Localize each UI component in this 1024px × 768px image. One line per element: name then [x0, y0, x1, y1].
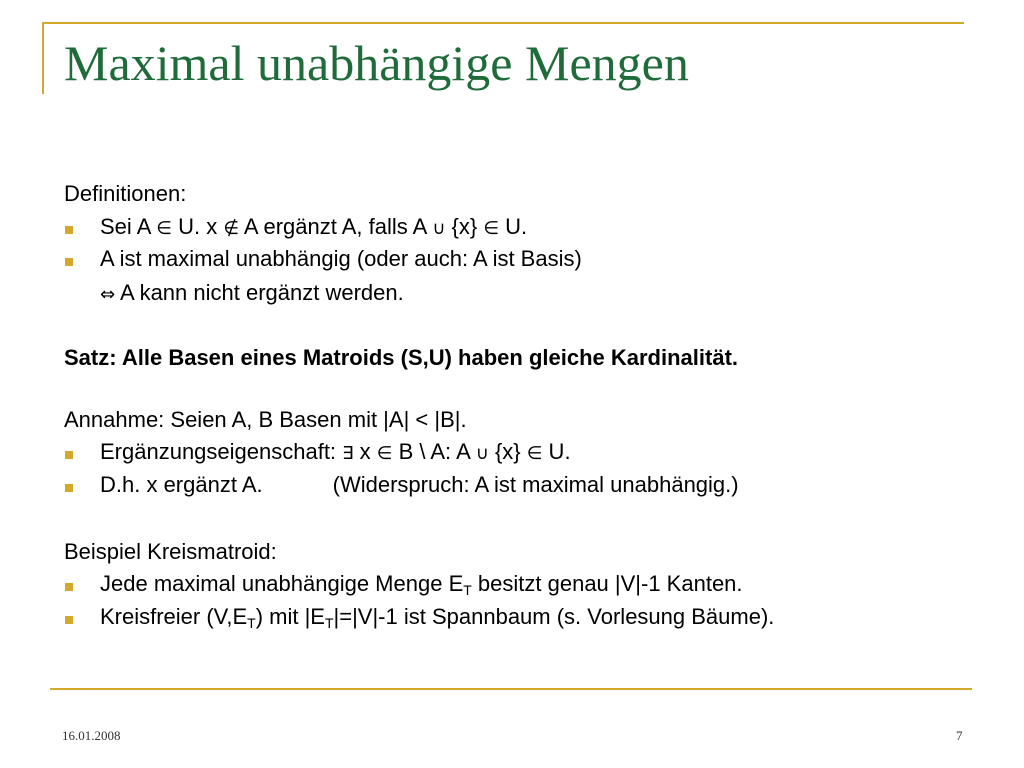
text-part: {x}: [488, 439, 527, 464]
title-frame-top-line: [42, 22, 964, 24]
text-part: U.: [542, 439, 571, 464]
theorem-statement: Satz: Alle Basen eines Matroids (S,U) haben gleiche Kardinalität.: [64, 345, 739, 370]
example-heading: Beispiel Kreismatroid:: [64, 539, 277, 564]
text-part: U.: [499, 214, 528, 239]
definition-maximal-continuation: [100, 279, 404, 309]
subscript: T: [324, 615, 334, 631]
text-part: |=|V|-1 ist Spannbaum (s. Vorlesung Bäume).: [333, 604, 775, 629]
text-part: U. x: [171, 214, 224, 239]
definition-maximal-independent: A ist maximal unabhängig (oder auch: A ist Basis): [100, 246, 582, 271]
union-symbol: ∪: [475, 443, 489, 464]
text-part: {x}: [445, 214, 484, 239]
definition-extension: [100, 213, 527, 243]
element-of-symbol: ∈: [376, 443, 393, 464]
element-of-symbol: ∈: [526, 443, 543, 464]
bullet-icon: [65, 226, 73, 234]
bullet-icon: [65, 484, 73, 492]
bullet-icon: [65, 451, 73, 459]
bullet-icon: [65, 616, 73, 624]
element-of-symbol: ∈: [483, 218, 500, 239]
text-part: (Widerspruch: A ist maximal unabhängig.): [332, 472, 739, 497]
bullet-icon: [65, 258, 73, 266]
text-part: ) mit |E: [255, 604, 325, 629]
footer-date: 16.01.2008: [62, 728, 121, 743]
subscript: T: [247, 615, 256, 631]
text-part: B \ A: A: [392, 439, 476, 464]
proof-extension-property: [100, 438, 571, 468]
not-element-of-symbol: ∉: [223, 218, 239, 239]
exists-symbol: ∃: [342, 443, 354, 464]
text-part: D.h. x ergänzt A.: [100, 472, 263, 497]
example-edge-count: [100, 570, 743, 598]
union-symbol: ∪: [432, 218, 446, 239]
bullet-icon: [65, 583, 73, 591]
definitions-heading: Definitionen:: [64, 181, 187, 206]
text-part: Jede maximal unabhängige Menge E: [100, 571, 464, 596]
page-number: 7: [956, 728, 963, 743]
equivalence-symbol: ⇔: [100, 284, 116, 305]
subscript: T: [463, 582, 472, 598]
element-of-symbol: ∈: [156, 218, 172, 239]
text-part: Sei A: [100, 214, 157, 239]
example-spanning-tree: [100, 603, 774, 631]
title-frame-left-line: [42, 22, 44, 94]
text-part: besitzt genau |V|-1 Kanten.: [471, 571, 743, 596]
text-part: x: [353, 439, 377, 464]
proof-assumption: Annahme: Seien A, B Basen mit |A| < |B|.: [64, 407, 467, 432]
text-part: Kreisfreier (V,E: [100, 604, 248, 629]
text-part: A ergänzt A, falls A: [239, 214, 433, 239]
slide-title: Maximal unabhängige Mengen: [64, 35, 689, 91]
text-part: Ergänzungseigenschaft:: [100, 439, 343, 464]
text-part: A kann nicht ergänzt werden.: [115, 280, 404, 305]
footer-rule: [50, 688, 972, 690]
proof-contradiction: [100, 471, 739, 499]
